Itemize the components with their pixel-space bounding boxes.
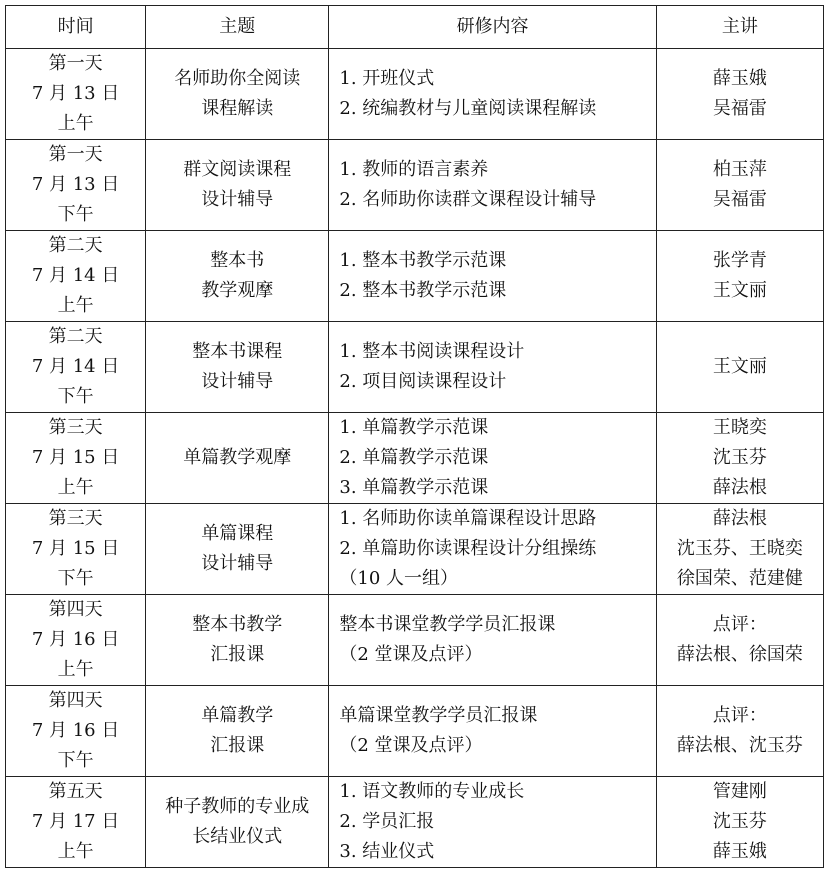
table-row [6, 231, 824, 322]
topic-line: 整本书课程 [192, 341, 283, 362]
time-line: 上午 [57, 659, 94, 680]
schedule-table [5, 5, 824, 868]
time-line: 下午 [57, 568, 94, 589]
content-line: 2. 单篇教学示范课 [339, 447, 489, 468]
schedule-body [6, 49, 824, 868]
speaker-line: 点评： [712, 614, 767, 635]
content-line: （2 堂课及点评） [339, 735, 483, 756]
time-line: 第二天 [48, 326, 103, 347]
time-line: 上午 [57, 295, 94, 316]
speaker-line: 张学青 [712, 250, 767, 271]
content-line: 3. 单篇教学示范课 [339, 477, 489, 498]
time-line: 7 月 17 日 [31, 811, 120, 832]
time-cell [6, 504, 146, 595]
content-cell [329, 49, 656, 140]
time-line: 第四天 [48, 599, 103, 620]
speaker-cell [656, 140, 823, 231]
time-line: 第一天 [48, 144, 103, 165]
content-line: 1. 名师助你读单篇课程设计思路 [339, 508, 597, 529]
header-row [6, 6, 824, 49]
topic-line: 课程解读 [201, 98, 274, 119]
time-line: 7 月 14 日 [31, 265, 120, 286]
table-row [6, 686, 824, 777]
time-cell [6, 777, 146, 868]
speaker-line: 薛玉娥 [712, 68, 767, 89]
time-line: 第二天 [48, 235, 103, 256]
speaker-line: 王晓奕 [712, 417, 767, 438]
time-line: 第四天 [48, 690, 103, 711]
time-cell [6, 231, 146, 322]
content-line: 2. 单篇助你读课程设计分组操练 [339, 538, 597, 559]
time-line: 下午 [57, 386, 94, 407]
speaker-cell [656, 231, 823, 322]
speaker-line: 柏玉萍 [712, 159, 767, 180]
time-line: 7 月 13 日 [31, 174, 120, 195]
speaker-line: 薛法根、沈玉芬 [676, 735, 803, 756]
table-row [6, 140, 824, 231]
content-line: （2 堂课及点评） [339, 644, 483, 665]
time-cell [6, 595, 146, 686]
topic-cell [146, 504, 329, 595]
content-line: 2. 名师助你读群文课程设计辅导 [339, 189, 597, 210]
header-topic: 主题 [146, 6, 329, 49]
topic-cell [146, 140, 329, 231]
topic-line: 长结业仪式 [192, 826, 283, 847]
speaker-line: 王文丽 [712, 280, 767, 301]
content-cell [329, 686, 656, 777]
time-line: 7 月 15 日 [31, 538, 120, 559]
speaker-cell [656, 595, 823, 686]
content-line: 1. 教师的语言素养 [339, 159, 489, 180]
topic-line: 单篇教学 [201, 705, 274, 726]
topic-cell [146, 686, 329, 777]
header-time: 时间 [6, 6, 146, 49]
time-cell [6, 413, 146, 504]
topic-line: 整本书 [210, 250, 265, 271]
speaker-line: 点评： [712, 705, 767, 726]
time-cell [6, 140, 146, 231]
topic-line: 汇报课 [210, 644, 265, 665]
time-line: 上午 [57, 477, 94, 498]
time-line: 7 月 15 日 [31, 447, 120, 468]
speaker-line: 管建刚 [712, 781, 767, 802]
content-line: （10 人一组） [339, 568, 459, 589]
content-line: 2. 统编教材与儿童阅读课程解读 [339, 98, 597, 119]
time-line: 下午 [57, 204, 94, 225]
topic-line: 设计辅导 [201, 371, 274, 392]
topic-cell [146, 322, 329, 413]
time-line: 上午 [57, 841, 94, 862]
topic-line: 群文阅读课程 [183, 159, 292, 180]
content-cell [329, 322, 656, 413]
content-cell [329, 413, 656, 504]
topic-cell [146, 231, 329, 322]
topic-line: 种子教师的专业成 [165, 796, 310, 817]
time-line: 7 月 16 日 [31, 720, 120, 741]
content-line: 2. 学员汇报 [339, 811, 435, 832]
time-line: 第三天 [48, 508, 103, 529]
time-line: 7 月 16 日 [31, 629, 120, 650]
table-row [6, 322, 824, 413]
time-cell [6, 686, 146, 777]
speaker-line: 吴福雷 [712, 98, 767, 119]
speaker-line: 沈玉芬、王晓奕 [676, 538, 803, 559]
speaker-cell [656, 777, 823, 868]
time-line: 下午 [57, 750, 94, 771]
time-line: 7 月 13 日 [31, 83, 120, 104]
speaker-cell [656, 322, 823, 413]
table-row [6, 777, 824, 868]
topic-cell [146, 595, 329, 686]
time-cell [6, 49, 146, 140]
content-cell [329, 595, 656, 686]
table-row [6, 595, 824, 686]
content-line: 1. 开班仪式 [339, 68, 435, 89]
speaker-line: 王文丽 [712, 356, 767, 377]
speaker-cell [656, 686, 823, 777]
topic-cell [146, 49, 329, 140]
time-line: 第五天 [48, 781, 103, 802]
content-line: 整本书课堂教学学员汇报课 [339, 614, 556, 635]
content-line: 1. 整本书阅读课程设计 [339, 341, 525, 362]
table-row [6, 413, 824, 504]
time-line: 第一天 [48, 53, 103, 74]
content-cell [329, 504, 656, 595]
speaker-line: 沈玉芬 [712, 447, 767, 468]
speaker-cell [656, 504, 823, 595]
speaker-line: 薛法根 [712, 508, 767, 529]
time-line: 第三天 [48, 417, 103, 438]
content-line: 1. 语文教师的专业成长 [339, 781, 525, 802]
content-line: 1. 整本书教学示范课 [339, 250, 507, 271]
time-cell [6, 322, 146, 413]
header-content: 研修内容 [329, 6, 656, 49]
topic-line: 名师助你全阅读 [174, 68, 301, 89]
topic-line: 单篇课程 [201, 523, 274, 544]
topic-line: 整本书教学 [192, 614, 283, 635]
topic-line: 设计辅导 [201, 553, 274, 574]
content-line: 3. 结业仪式 [339, 841, 435, 862]
topic-line: 单篇教学观摩 [183, 447, 292, 468]
speaker-line: 沈玉芬 [712, 811, 767, 832]
speaker-cell [656, 49, 823, 140]
speaker-line: 徐国荣、范建健 [676, 568, 803, 589]
speaker-line: 薛法根、徐国荣 [676, 644, 803, 665]
table-row [6, 504, 824, 595]
content-line: 单篇课堂教学学员汇报课 [339, 705, 538, 726]
speaker-cell [656, 413, 823, 504]
content-line: 2. 项目阅读课程设计 [339, 371, 507, 392]
speaker-line: 吴福雷 [712, 189, 767, 210]
topic-line: 设计辅导 [201, 189, 274, 210]
topic-cell [146, 777, 329, 868]
header-speaker: 主讲 [656, 6, 823, 49]
topic-line: 教学观摩 [201, 280, 274, 301]
speaker-line: 薛法根 [712, 477, 767, 498]
content-line: 2. 整本书教学示范课 [339, 280, 507, 301]
topic-line: 汇报课 [210, 735, 265, 756]
content-cell [329, 777, 656, 868]
time-line: 7 月 14 日 [31, 356, 120, 377]
time-line: 上午 [57, 113, 94, 134]
speaker-line: 薛玉娥 [712, 841, 767, 862]
table-row [6, 49, 824, 140]
content-cell [329, 231, 656, 322]
content-line: 1. 单篇教学示范课 [339, 417, 489, 438]
topic-cell [146, 413, 329, 504]
content-cell [329, 140, 656, 231]
